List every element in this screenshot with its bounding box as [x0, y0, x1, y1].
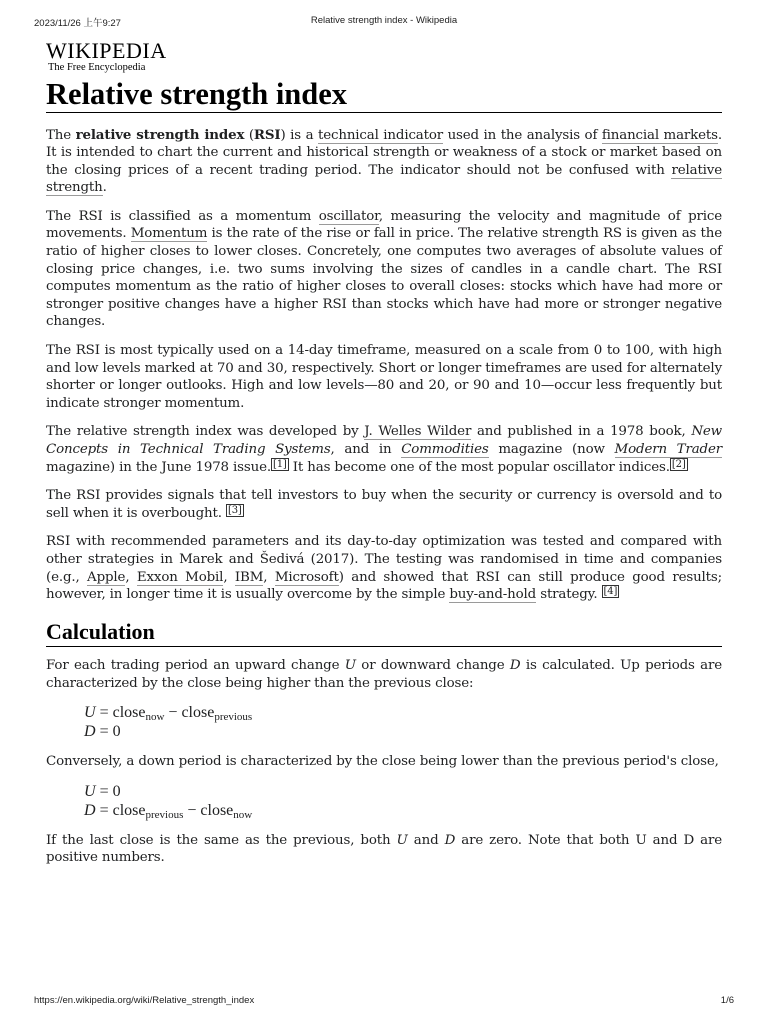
- print-url: https://en.wikipedia.org/wiki/Relative_strength_index: [34, 995, 255, 1006]
- paragraph-history: The relative strength index was developed by J. Welles Wilder and published in a 1978 book, New Concepts in Technical Trading Systems, and in Commodities magazine (now Modern Trader magazine) in the June 1978 issue. [1] It has become one of the most popular oscillator indices. [2]: [46, 424, 722, 475]
- var-d: D: [444, 832, 456, 848]
- book-title: New Concepts in Technical Trading Systems: [46, 424, 722, 458]
- link-ibm[interactable]: IBM: [234, 569, 264, 585]
- var-u: U: [396, 832, 408, 848]
- reference-link-3[interactable]: [3]: [227, 504, 242, 516]
- link-financial-markets[interactable]: financial markets: [601, 127, 718, 143]
- bold-term: relative strength index: [75, 126, 245, 143]
- reference-1: [271, 458, 289, 471]
- reference-4: [602, 585, 620, 598]
- page-title: Relative strength index: [46, 78, 722, 113]
- equation-row-u: U = close$_{now}$ − close$_{previous}$: [84, 704, 253, 724]
- reference-3: [226, 504, 244, 517]
- link-oscillator[interactable]: oscillator: [318, 208, 379, 224]
- var-u: U: [344, 657, 356, 673]
- equation-row-u: U = 0: [84, 782, 121, 800]
- paragraph-timeframe: The RSI is most typically used on a 14-day timeframe, measured on a scale from 0 to 100, with high and low levels marked at 70 and 30, respectively. Short or longer timeframes are used for alternately shorter or longer outlooks. High and low levels—80 and 20, or 90 and 10—occur less frequently but indicate stronger momentum.: [46, 343, 722, 411]
- paragraph-equal-close: If the last close is the same as the previous, both U and D are zero. Note that both U and D are positive numbers.: [46, 832, 723, 866]
- link-welles-wilder[interactable]: J. Welles Wilder: [364, 424, 472, 440]
- equation-up-period: [84, 703, 722, 741]
- logo-tagline: The Free Encyclopedia: [48, 62, 146, 73]
- print-timestamp: 2023/11/26 上午9:27: [34, 18, 121, 29]
- section-heading-calculation: Calculation: [46, 620, 722, 647]
- link-momentum[interactable]: Momentum: [130, 226, 208, 242]
- paragraph-intro: The relative strength index (RSI) is a technical indicator used in the analysis of financial markets. It is intended to chart the current and historical strength or weakness of a stock or market based on the closing prices of a recent trading period. The indicator should not be confused with relative strength.: [46, 126, 722, 196]
- paragraph-momentum: The RSI is classified as a momentum oscillator, measuring the velocity and magnitude of price movements. Momentum is the rate of the rise or fall in price. The relative strength RS is given as the ratio of higher closes to lower closes. Concretely, one computes two averages of absolute values of closing price changes, i.e. two sums involving the sizes of candles in a candle chart. The RSI computes momentum as the ratio of higher closes to overall closes: stocks which have had more or stronger positive changes have a higher RSI than stocks which have had more or stronger negative changes.: [46, 208, 722, 330]
- paragraph-calc-intro: For each trading period an upward change U or downward change D is calculated. Up periods are characterized by the close being higher than the previous close:: [46, 657, 722, 691]
- equation-row-d: D = close$_{previous}$ − close$_{now}$: [84, 801, 253, 821]
- link-relative-strength[interactable]: relative strength: [46, 162, 722, 196]
- link-apple[interactable]: Apple: [87, 569, 126, 585]
- logo-wordmark: WIKIPEDIA: [46, 38, 167, 63]
- link-exxon-mobil[interactable]: Exxon Mobil: [136, 569, 224, 585]
- equation-row-d: D = 0: [84, 723, 121, 741]
- print-footer: [34, 995, 734, 1009]
- reference-link-4[interactable]: [4]: [603, 586, 618, 598]
- wikipedia-logo[interactable]: [46, 40, 722, 74]
- link-microsoft[interactable]: Microsoft: [274, 569, 339, 585]
- bold-term: RSI: [253, 126, 281, 143]
- print-page-number: 1/6: [720, 995, 734, 1006]
- paragraph-down-period: Conversely, a down period is characterized by the close being lower than the previous period's close,: [46, 754, 719, 770]
- var-d: D: [509, 657, 521, 673]
- reference-link-2[interactable]: [2]: [671, 458, 686, 470]
- paragraph-testing: RSI with recommended parameters and its day-to-day optimization was tested and compared with other strategies in Marek and Šedivá (2017). The testing was randomised in time and companies (e.g., Apple, Exxon Mobil, IBM, Microsoft) and showed that RSI can still produce good results; however, in longer time it is usually overcome by the simple buy-and-hold strategy. [4]: [46, 534, 722, 603]
- link-buy-and-hold[interactable]: buy-and-hold: [449, 587, 537, 603]
- paragraph-signals: The RSI provides signals that tell investors to buy when the security or currency is oversold and to sell when it is overbought. [3]: [46, 488, 722, 521]
- print-doc-title: Relative strength index - Wikipedia: [310, 15, 458, 26]
- equation-down-period: [84, 782, 722, 820]
- print-header: [34, 15, 734, 29]
- link-modern-trader[interactable]: Modern Trader: [614, 442, 722, 458]
- reference-2: [670, 458, 688, 471]
- link-commodities[interactable]: Commodities: [401, 442, 489, 458]
- link-technical-indicator[interactable]: technical indicator: [317, 127, 444, 143]
- reference-link-1[interactable]: [1]: [272, 458, 287, 470]
- article-content: [46, 40, 722, 878]
